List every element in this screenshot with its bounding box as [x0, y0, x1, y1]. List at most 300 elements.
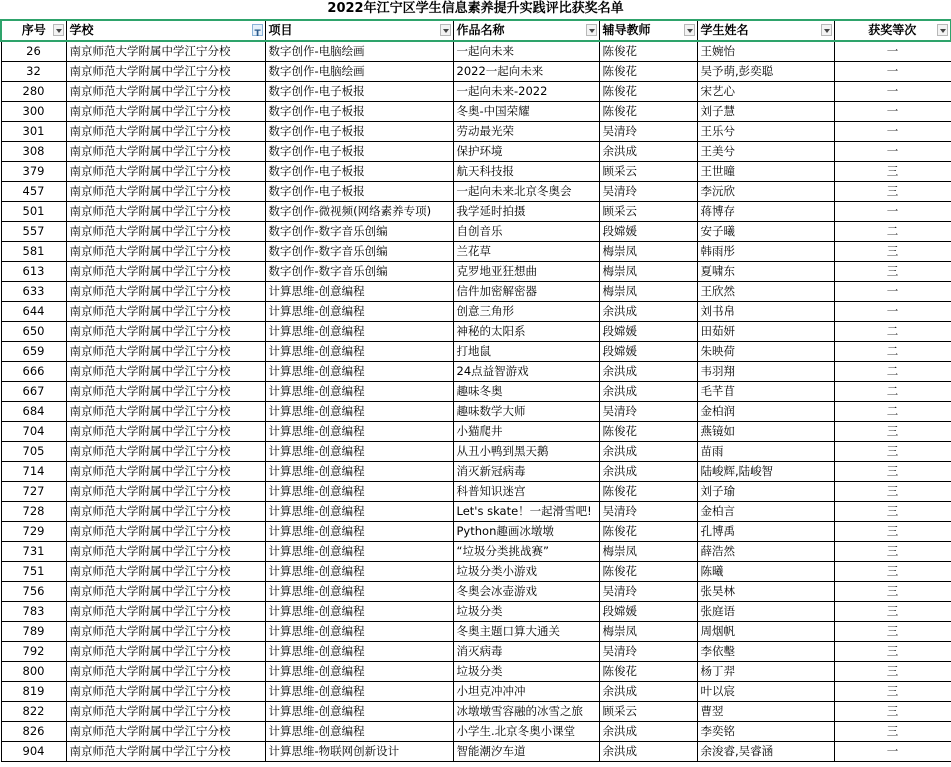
- cell-student[interactable]: 王婉怡: [697, 41, 834, 62]
- table-row: [1, 182, 951, 202]
- cell-work[interactable]: 冰墩墩雪容融的冰雪之旅: [453, 702, 599, 722]
- cell-student[interactable]: 曹翌: [697, 702, 834, 722]
- col-header-award[interactable]: [834, 20, 951, 41]
- cell-award[interactable]: 三: [834, 622, 951, 642]
- cell-work[interactable]: 智能潮汐车道: [453, 742, 599, 762]
- cell-award[interactable]: 二: [834, 362, 951, 382]
- col-header-label: 序号: [21, 23, 46, 37]
- cell-school[interactable]: 南京师范大学附属中学江宁分校: [66, 342, 265, 362]
- cell-project[interactable]: 计算思维-创意编程: [265, 462, 453, 482]
- cell-index[interactable]: 581: [1, 242, 66, 262]
- cell-teacher[interactable]: 吴清玲: [599, 642, 697, 662]
- cell-teacher[interactable]: 陈俊花: [599, 62, 697, 82]
- cell-school[interactable]: 南京师范大学附属中学江宁分校: [66, 422, 265, 442]
- cell-project[interactable]: 数字创作-电脑绘画: [265, 41, 453, 62]
- cell-project[interactable]: 计算思维-创意编程: [265, 422, 453, 442]
- cell-student[interactable]: 张昊林: [697, 582, 834, 602]
- cell-school[interactable]: 南京师范大学附属中学江宁分校: [66, 62, 265, 82]
- col-header-teacher[interactable]: [599, 20, 697, 41]
- cell-work[interactable]: 趣味数学大师: [453, 402, 599, 422]
- cell-school[interactable]: 南京师范大学附属中学江宁分校: [66, 142, 265, 162]
- cell-award[interactable]: 一: [834, 41, 951, 62]
- cell-work[interactable]: 保护环境: [453, 142, 599, 162]
- cell-teacher[interactable]: 段嫦媛: [599, 342, 697, 362]
- cell-school[interactable]: 南京师范大学附属中学江宁分校: [66, 82, 265, 102]
- cell-index[interactable]: 789: [1, 622, 66, 642]
- table-row: [1, 102, 951, 122]
- table-row: [1, 122, 951, 142]
- cell-index[interactable]: 729: [1, 522, 66, 542]
- cell-school[interactable]: 南京师范大学附属中学江宁分校: [66, 182, 265, 202]
- cell-index[interactable]: 727: [1, 482, 66, 502]
- cell-award[interactable]: 三: [834, 542, 951, 562]
- table-row: [1, 662, 951, 682]
- cell-school[interactable]: 南京师范大学附属中学江宁分校: [66, 122, 265, 142]
- cell-award[interactable]: 一: [834, 142, 951, 162]
- cell-work[interactable]: 2022一起向未来: [453, 62, 599, 82]
- cell-teacher[interactable]: 段嫦媛: [599, 222, 697, 242]
- cell-student[interactable]: 韩雨彤: [697, 242, 834, 262]
- table-row: [1, 202, 951, 222]
- cell-work[interactable]: 冬奥会冰壶游戏: [453, 582, 599, 602]
- cell-award[interactable]: 三: [834, 162, 951, 182]
- cell-project[interactable]: 计算思维-创意编程: [265, 522, 453, 542]
- cell-teacher[interactable]: 段嫦媛: [599, 602, 697, 622]
- col-header-label: 作品名称: [456, 23, 505, 37]
- cell-award[interactable]: 三: [834, 242, 951, 262]
- filter-dropdown-icon[interactable]: [586, 24, 597, 36]
- table-row: [1, 41, 951, 62]
- cell-index[interactable]: 633: [1, 282, 66, 302]
- cell-teacher[interactable]: 吴清玲: [599, 502, 697, 522]
- cell-teacher[interactable]: 余洪成: [599, 382, 697, 402]
- cell-index[interactable]: 32: [1, 62, 66, 82]
- cell-award[interactable]: 三: [834, 582, 951, 602]
- cell-project[interactable]: 数字创作-电子板报: [265, 142, 453, 162]
- cell-index[interactable]: 301: [1, 122, 66, 142]
- cell-work[interactable]: 科普知识迷宫: [453, 482, 599, 502]
- cell-teacher[interactable]: 余洪成: [599, 462, 697, 482]
- cell-school[interactable]: 南京师范大学附属中学江宁分校: [66, 502, 265, 522]
- cell-student[interactable]: 陆峻辉,陆峻智: [697, 462, 834, 482]
- cell-work[interactable]: 一起向未来北京冬奥会: [453, 182, 599, 202]
- cell-school[interactable]: 南京师范大学附属中学江宁分校: [66, 462, 265, 482]
- cell-school[interactable]: 南京师范大学附属中学江宁分校: [66, 302, 265, 322]
- filter-dropdown-icon[interactable]: [684, 24, 695, 36]
- cell-student[interactable]: 毛芊苜: [697, 382, 834, 402]
- cell-teacher[interactable]: 陈俊花: [599, 482, 697, 502]
- cell-student[interactable]: 宋艺心: [697, 82, 834, 102]
- cell-student[interactable]: 孔博禹: [697, 522, 834, 542]
- cell-school[interactable]: 南京师范大学附属中学江宁分校: [66, 602, 265, 622]
- table-row: [1, 362, 951, 382]
- cell-school[interactable]: 南京师范大学附属中学江宁分校: [66, 682, 265, 702]
- cell-award[interactable]: 三: [834, 642, 951, 662]
- cell-index[interactable]: 557: [1, 222, 66, 242]
- cell-index[interactable]: 751: [1, 562, 66, 582]
- cell-student[interactable]: 蒋博存: [697, 202, 834, 222]
- cell-student[interactable]: 王世曈: [697, 162, 834, 182]
- cell-index[interactable]: 800: [1, 662, 66, 682]
- cell-teacher[interactable]: 余洪成: [599, 362, 697, 382]
- cell-award[interactable]: 三: [834, 442, 951, 462]
- cell-student[interactable]: 朱映荷: [697, 342, 834, 362]
- cell-project[interactable]: 计算思维-创意编程: [265, 602, 453, 622]
- cell-school[interactable]: 南京师范大学附属中学江宁分校: [66, 642, 265, 662]
- cell-teacher[interactable]: 梅崇凤: [599, 542, 697, 562]
- cell-project[interactable]: 计算思维-创意编程: [265, 382, 453, 402]
- col-header-student[interactable]: [697, 20, 834, 41]
- award-table: [0, 19, 951, 762]
- cell-project[interactable]: 数字创作-电子板报: [265, 122, 453, 142]
- cell-teacher[interactable]: 吴清玲: [599, 122, 697, 142]
- cell-index[interactable]: 826: [1, 722, 66, 742]
- cell-teacher[interactable]: 陈俊花: [599, 102, 697, 122]
- cell-work[interactable]: 克罗地亚狂想曲: [453, 262, 599, 282]
- cell-teacher[interactable]: 余洪成: [599, 302, 697, 322]
- cell-project[interactable]: 计算思维-创意编程: [265, 442, 453, 462]
- cell-project[interactable]: 计算思维-创意编程: [265, 502, 453, 522]
- table-row: [1, 502, 951, 522]
- cell-school[interactable]: 南京师范大学附属中学江宁分校: [66, 382, 265, 402]
- cell-project[interactable]: 计算思维-创意编程: [265, 542, 453, 562]
- cell-student[interactable]: 刘子慧: [697, 102, 834, 122]
- table-row: [1, 162, 951, 182]
- filter-dropdown-icon[interactable]: [53, 24, 64, 36]
- cell-work[interactable]: 垃圾分类小游戏: [453, 562, 599, 582]
- cell-teacher[interactable]: 陈俊花: [599, 522, 697, 542]
- cell-award[interactable]: 一: [834, 742, 951, 762]
- table-row: [1, 442, 951, 462]
- col-header-work[interactable]: [453, 20, 599, 41]
- cell-work[interactable]: 航天科技报: [453, 162, 599, 182]
- cell-award[interactable]: 三: [834, 462, 951, 482]
- cell-project[interactable]: 计算思维-创意编程: [265, 342, 453, 362]
- cell-work[interactable]: 冬奥主题口算大通关: [453, 622, 599, 642]
- cell-school[interactable]: 南京师范大学附属中学江宁分校: [66, 162, 265, 182]
- cell-index[interactable]: 457: [1, 182, 66, 202]
- cell-work[interactable]: 自创音乐: [453, 222, 599, 242]
- col-header-label: 学生姓名: [700, 23, 749, 37]
- cell-teacher[interactable]: 陈俊花: [599, 662, 697, 682]
- cell-index[interactable]: 728: [1, 502, 66, 522]
- col-header-label: 辅导教师: [602, 23, 651, 37]
- table-row: [1, 742, 951, 762]
- cell-project[interactable]: 计算思维-创意编程: [265, 642, 453, 662]
- cell-student[interactable]: 李沅欣: [697, 182, 834, 202]
- cell-student[interactable]: 陈曦: [697, 562, 834, 582]
- cell-project[interactable]: 数字创作-微视频(网络素养专项): [265, 202, 453, 222]
- cell-school[interactable]: 南京师范大学附属中学江宁分校: [66, 482, 265, 502]
- cell-student[interactable]: 刘书帛: [697, 302, 834, 322]
- cell-project[interactable]: 计算思维-创意编程: [265, 322, 453, 342]
- cell-school[interactable]: 南京师范大学附属中学江宁分校: [66, 402, 265, 422]
- cell-student[interactable]: 安子曦: [697, 222, 834, 242]
- cell-award[interactable]: 二: [834, 402, 951, 422]
- cell-teacher[interactable]: 梅崇凤: [599, 282, 697, 302]
- cell-project[interactable]: 数字创作-数字音乐创编: [265, 242, 453, 262]
- cell-student[interactable]: 王美兮: [697, 142, 834, 162]
- cell-school[interactable]: 南京师范大学附属中学江宁分校: [66, 702, 265, 722]
- cell-index[interactable]: 379: [1, 162, 66, 182]
- cell-index[interactable]: 613: [1, 262, 66, 282]
- cell-project[interactable]: 数字创作-电子板报: [265, 162, 453, 182]
- cell-award[interactable]: 三: [834, 422, 951, 442]
- cell-award[interactable]: 一: [834, 202, 951, 222]
- cell-project[interactable]: 数字创作-电脑绘画: [265, 62, 453, 82]
- cell-school[interactable]: 南京师范大学附属中学江宁分校: [66, 102, 265, 122]
- cell-award[interactable]: 二: [834, 322, 951, 342]
- cell-index[interactable]: 666: [1, 362, 66, 382]
- cell-teacher[interactable]: 余洪成: [599, 722, 697, 742]
- table-row: [1, 282, 951, 302]
- table-row: [1, 222, 951, 242]
- cell-teacher[interactable]: 顾采云: [599, 702, 697, 722]
- cell-student[interactable]: 余浚睿,吴睿涵: [697, 742, 834, 762]
- cell-teacher[interactable]: 余洪成: [599, 142, 697, 162]
- cell-project[interactable]: 计算思维-创意编程: [265, 482, 453, 502]
- cell-award[interactable]: 三: [834, 262, 951, 282]
- cell-student[interactable]: 叶以宸: [697, 682, 834, 702]
- cell-work[interactable]: Let's skate！一起滑雪吧!: [453, 502, 599, 522]
- cell-index[interactable]: 280: [1, 82, 66, 102]
- cell-work[interactable]: 信件加密解密器: [453, 282, 599, 302]
- cell-teacher[interactable]: 梅崇凤: [599, 262, 697, 282]
- cell-school[interactable]: 南京师范大学附属中学江宁分校: [66, 242, 265, 262]
- col-header-school[interactable]: [66, 20, 265, 41]
- cell-index[interactable]: 822: [1, 702, 66, 722]
- table-row: [1, 262, 951, 282]
- cell-student[interactable]: 周烟帆: [697, 622, 834, 642]
- cell-project[interactable]: 计算思维-物联网创新设计: [265, 742, 453, 762]
- cell-award[interactable]: 三: [834, 722, 951, 742]
- cell-index[interactable]: 26: [1, 41, 66, 62]
- table-row: [1, 422, 951, 442]
- cell-work[interactable]: 劳动最光荣: [453, 122, 599, 142]
- cell-school[interactable]: 南京师范大学附属中学江宁分校: [66, 442, 265, 462]
- cell-teacher[interactable]: 余洪成: [599, 742, 697, 762]
- cell-award[interactable]: 一: [834, 122, 951, 142]
- cell-student[interactable]: 刘子瑜: [697, 482, 834, 502]
- cell-teacher[interactable]: 余洪成: [599, 442, 697, 462]
- cell-project[interactable]: 数字创作-电子板报: [265, 102, 453, 122]
- cell-teacher[interactable]: 陈俊花: [599, 82, 697, 102]
- cell-work[interactable]: 垃圾分类: [453, 662, 599, 682]
- cell-award[interactable]: 三: [834, 602, 951, 622]
- cell-school[interactable]: 南京师范大学附属中学江宁分校: [66, 722, 265, 742]
- filter-dropdown-icon[interactable]: [440, 24, 451, 36]
- cell-school[interactable]: 南京师范大学附属中学江宁分校: [66, 262, 265, 282]
- cell-index[interactable]: 904: [1, 742, 66, 762]
- cell-work[interactable]: 垃圾分类: [453, 602, 599, 622]
- cell-school[interactable]: 南京师范大学附属中学江宁分校: [66, 282, 265, 302]
- cell-student[interactable]: 杨丁羿: [697, 662, 834, 682]
- table-row: [1, 342, 951, 362]
- table-row: [1, 542, 951, 562]
- cell-project[interactable]: 计算思维-创意编程: [265, 682, 453, 702]
- cell-index[interactable]: 644: [1, 302, 66, 322]
- cell-work[interactable]: 小猫爬井: [453, 422, 599, 442]
- cell-school[interactable]: 南京师范大学附属中学江宁分校: [66, 362, 265, 382]
- cell-student[interactable]: 夏啸东: [697, 262, 834, 282]
- cell-student[interactable]: 李奕铭: [697, 722, 834, 742]
- cell-project[interactable]: 数字创作-数字音乐创编: [265, 222, 453, 242]
- cell-project[interactable]: 计算思维-创意编程: [265, 402, 453, 422]
- col-header-index[interactable]: [1, 20, 66, 41]
- cell-award[interactable]: 三: [834, 662, 951, 682]
- cell-school[interactable]: 南京师范大学附属中学江宁分校: [66, 522, 265, 542]
- cell-student[interactable]: 金柏润: [697, 402, 834, 422]
- filter-dropdown-icon[interactable]: [937, 24, 948, 36]
- table-row: [1, 702, 951, 722]
- cell-index[interactable]: 300: [1, 102, 66, 122]
- header-row: [1, 20, 951, 41]
- cell-school[interactable]: 南京师范大学附属中学江宁分校: [66, 582, 265, 602]
- cell-work[interactable]: 打地鼠: [453, 342, 599, 362]
- cell-school[interactable]: 南京师范大学附属中学江宁分校: [66, 562, 265, 582]
- cell-project[interactable]: 数字创作-电子板报: [265, 182, 453, 202]
- cell-teacher[interactable]: 梅崇凤: [599, 242, 697, 262]
- cell-project[interactable]: 计算思维-创意编程: [265, 662, 453, 682]
- cell-award[interactable]: 一: [834, 62, 951, 82]
- cell-project[interactable]: 计算思维-创意编程: [265, 562, 453, 582]
- cell-teacher[interactable]: 顾采云: [599, 202, 697, 222]
- cell-project[interactable]: 计算思维-创意编程: [265, 722, 453, 742]
- filter-dropdown-icon[interactable]: [821, 24, 832, 36]
- table-row: [1, 142, 951, 162]
- cell-work[interactable]: 我学延时拍摄: [453, 202, 599, 222]
- cell-index[interactable]: 501: [1, 202, 66, 222]
- cell-award[interactable]: 一: [834, 282, 951, 302]
- table-row: [1, 302, 951, 322]
- cell-work[interactable]: 兰花草: [453, 242, 599, 262]
- cell-teacher[interactable]: 余洪成: [599, 682, 697, 702]
- cell-index[interactable]: 783: [1, 602, 66, 622]
- cell-school[interactable]: 南京师范大学附属中学江宁分校: [66, 41, 265, 62]
- cell-award[interactable]: 二: [834, 222, 951, 242]
- col-header-project[interactable]: [265, 20, 453, 41]
- cell-student[interactable]: 田茹妍: [697, 322, 834, 342]
- table-row: [1, 482, 951, 502]
- cell-award[interactable]: 三: [834, 522, 951, 542]
- cell-school[interactable]: 南京师范大学附属中学江宁分校: [66, 742, 265, 762]
- col-header-label: 获奖等次: [868, 23, 917, 37]
- cell-work[interactable]: Python趣画冰墩墩: [453, 522, 599, 542]
- cell-index[interactable]: 308: [1, 142, 66, 162]
- cell-project[interactable]: 计算思维-创意编程: [265, 582, 453, 602]
- cell-teacher[interactable]: 吴清玲: [599, 582, 697, 602]
- cell-index[interactable]: 756: [1, 582, 66, 602]
- table-row: [1, 582, 951, 602]
- cell-work[interactable]: 冬奥-中国荣耀: [453, 102, 599, 122]
- cell-index[interactable]: 650: [1, 322, 66, 342]
- cell-student[interactable]: 金柏言: [697, 502, 834, 522]
- cell-award[interactable]: 三: [834, 562, 951, 582]
- cell-teacher[interactable]: 陈俊花: [599, 422, 697, 442]
- cell-index[interactable]: 667: [1, 382, 66, 402]
- cell-teacher[interactable]: 陈俊花: [599, 562, 697, 582]
- cell-award[interactable]: 三: [834, 682, 951, 702]
- cell-project[interactable]: 计算思维-创意编程: [265, 622, 453, 642]
- cell-student[interactable]: 薛浩然: [697, 542, 834, 562]
- cell-work[interactable]: 小学生.北京冬奥小课堂: [453, 722, 599, 742]
- cell-project[interactable]: 数字创作-数字音乐创编: [265, 262, 453, 282]
- cell-award[interactable]: 三: [834, 182, 951, 202]
- table-row: [1, 682, 951, 702]
- cell-award[interactable]: 三: [834, 482, 951, 502]
- filter-active-icon[interactable]: [252, 24, 263, 36]
- cell-student[interactable]: 张庭语: [697, 602, 834, 622]
- cell-teacher[interactable]: 顾采云: [599, 162, 697, 182]
- cell-school[interactable]: 南京师范大学附属中学江宁分校: [66, 622, 265, 642]
- cell-project[interactable]: 计算思维-创意编程: [265, 362, 453, 382]
- cell-student[interactable]: 李依墼: [697, 642, 834, 662]
- cell-index[interactable]: 731: [1, 542, 66, 562]
- cell-student[interactable]: 王欣然: [697, 282, 834, 302]
- cell-work[interactable]: 创意三角形: [453, 302, 599, 322]
- cell-index[interactable]: 705: [1, 442, 66, 462]
- cell-teacher[interactable]: 段嫦媛: [599, 322, 697, 342]
- cell-award[interactable]: 二: [834, 382, 951, 402]
- cell-student[interactable]: 燕镜如: [697, 422, 834, 442]
- cell-work[interactable]: 消灭病毒: [453, 642, 599, 662]
- cell-award[interactable]: 一: [834, 82, 951, 102]
- cell-school[interactable]: 南京师范大学附属中学江宁分校: [66, 202, 265, 222]
- cell-award[interactable]: 三: [834, 502, 951, 522]
- cell-work[interactable]: 消灭新冠病毒: [453, 462, 599, 482]
- table-row: [1, 642, 951, 662]
- cell-teacher[interactable]: 梅崇凤: [599, 622, 697, 642]
- cell-index[interactable]: 704: [1, 422, 66, 442]
- cell-work[interactable]: 一起向未来-2022: [453, 82, 599, 102]
- cell-award[interactable]: 一: [834, 102, 951, 122]
- cell-award[interactable]: 一: [834, 302, 951, 322]
- cell-school[interactable]: 南京师范大学附属中学江宁分校: [66, 222, 265, 242]
- cell-teacher[interactable]: 陈俊花: [599, 41, 697, 62]
- cell-school[interactable]: 南京师范大学附属中学江宁分校: [66, 542, 265, 562]
- cell-work[interactable]: 趣味冬奥: [453, 382, 599, 402]
- table-row: [1, 82, 951, 102]
- cell-index[interactable]: 714: [1, 462, 66, 482]
- cell-project[interactable]: 计算思维-创意编程: [265, 302, 453, 322]
- cell-work[interactable]: 神秘的太阳系: [453, 322, 599, 342]
- cell-work[interactable]: 从丑小鸭到黑天鹅: [453, 442, 599, 462]
- table-row: [1, 402, 951, 422]
- cell-student[interactable]: 吴予萌,彭奕聪: [697, 62, 834, 82]
- cell-index[interactable]: 792: [1, 642, 66, 662]
- col-header-label: 学校: [69, 23, 94, 37]
- cell-index[interactable]: 819: [1, 682, 66, 702]
- cell-student[interactable]: 王乐兮: [697, 122, 834, 142]
- cell-project[interactable]: 计算思维-创意编程: [265, 702, 453, 722]
- cell-student[interactable]: 韦羽翔: [697, 362, 834, 382]
- cell-work[interactable]: 24点益智游戏: [453, 362, 599, 382]
- cell-teacher[interactable]: 吴清玲: [599, 182, 697, 202]
- cell-index[interactable]: 659: [1, 342, 66, 362]
- cell-work[interactable]: “垃圾分类挑战赛”: [453, 542, 599, 562]
- cell-index[interactable]: 684: [1, 402, 66, 422]
- cell-project[interactable]: 数字创作-电子板报: [265, 82, 453, 102]
- cell-work[interactable]: 小坦克冲冲冲: [453, 682, 599, 702]
- cell-school[interactable]: 南京师范大学附属中学江宁分校: [66, 322, 265, 342]
- cell-award[interactable]: 三: [834, 702, 951, 722]
- cell-teacher[interactable]: 吴清玲: [599, 402, 697, 422]
- cell-project[interactable]: 计算思维-创意编程: [265, 282, 453, 302]
- cell-school[interactable]: 南京师范大学附属中学江宁分校: [66, 662, 265, 682]
- cell-work[interactable]: 一起向未来: [453, 41, 599, 62]
- cell-award[interactable]: 二: [834, 342, 951, 362]
- cell-student[interactable]: 苗雨: [697, 442, 834, 462]
